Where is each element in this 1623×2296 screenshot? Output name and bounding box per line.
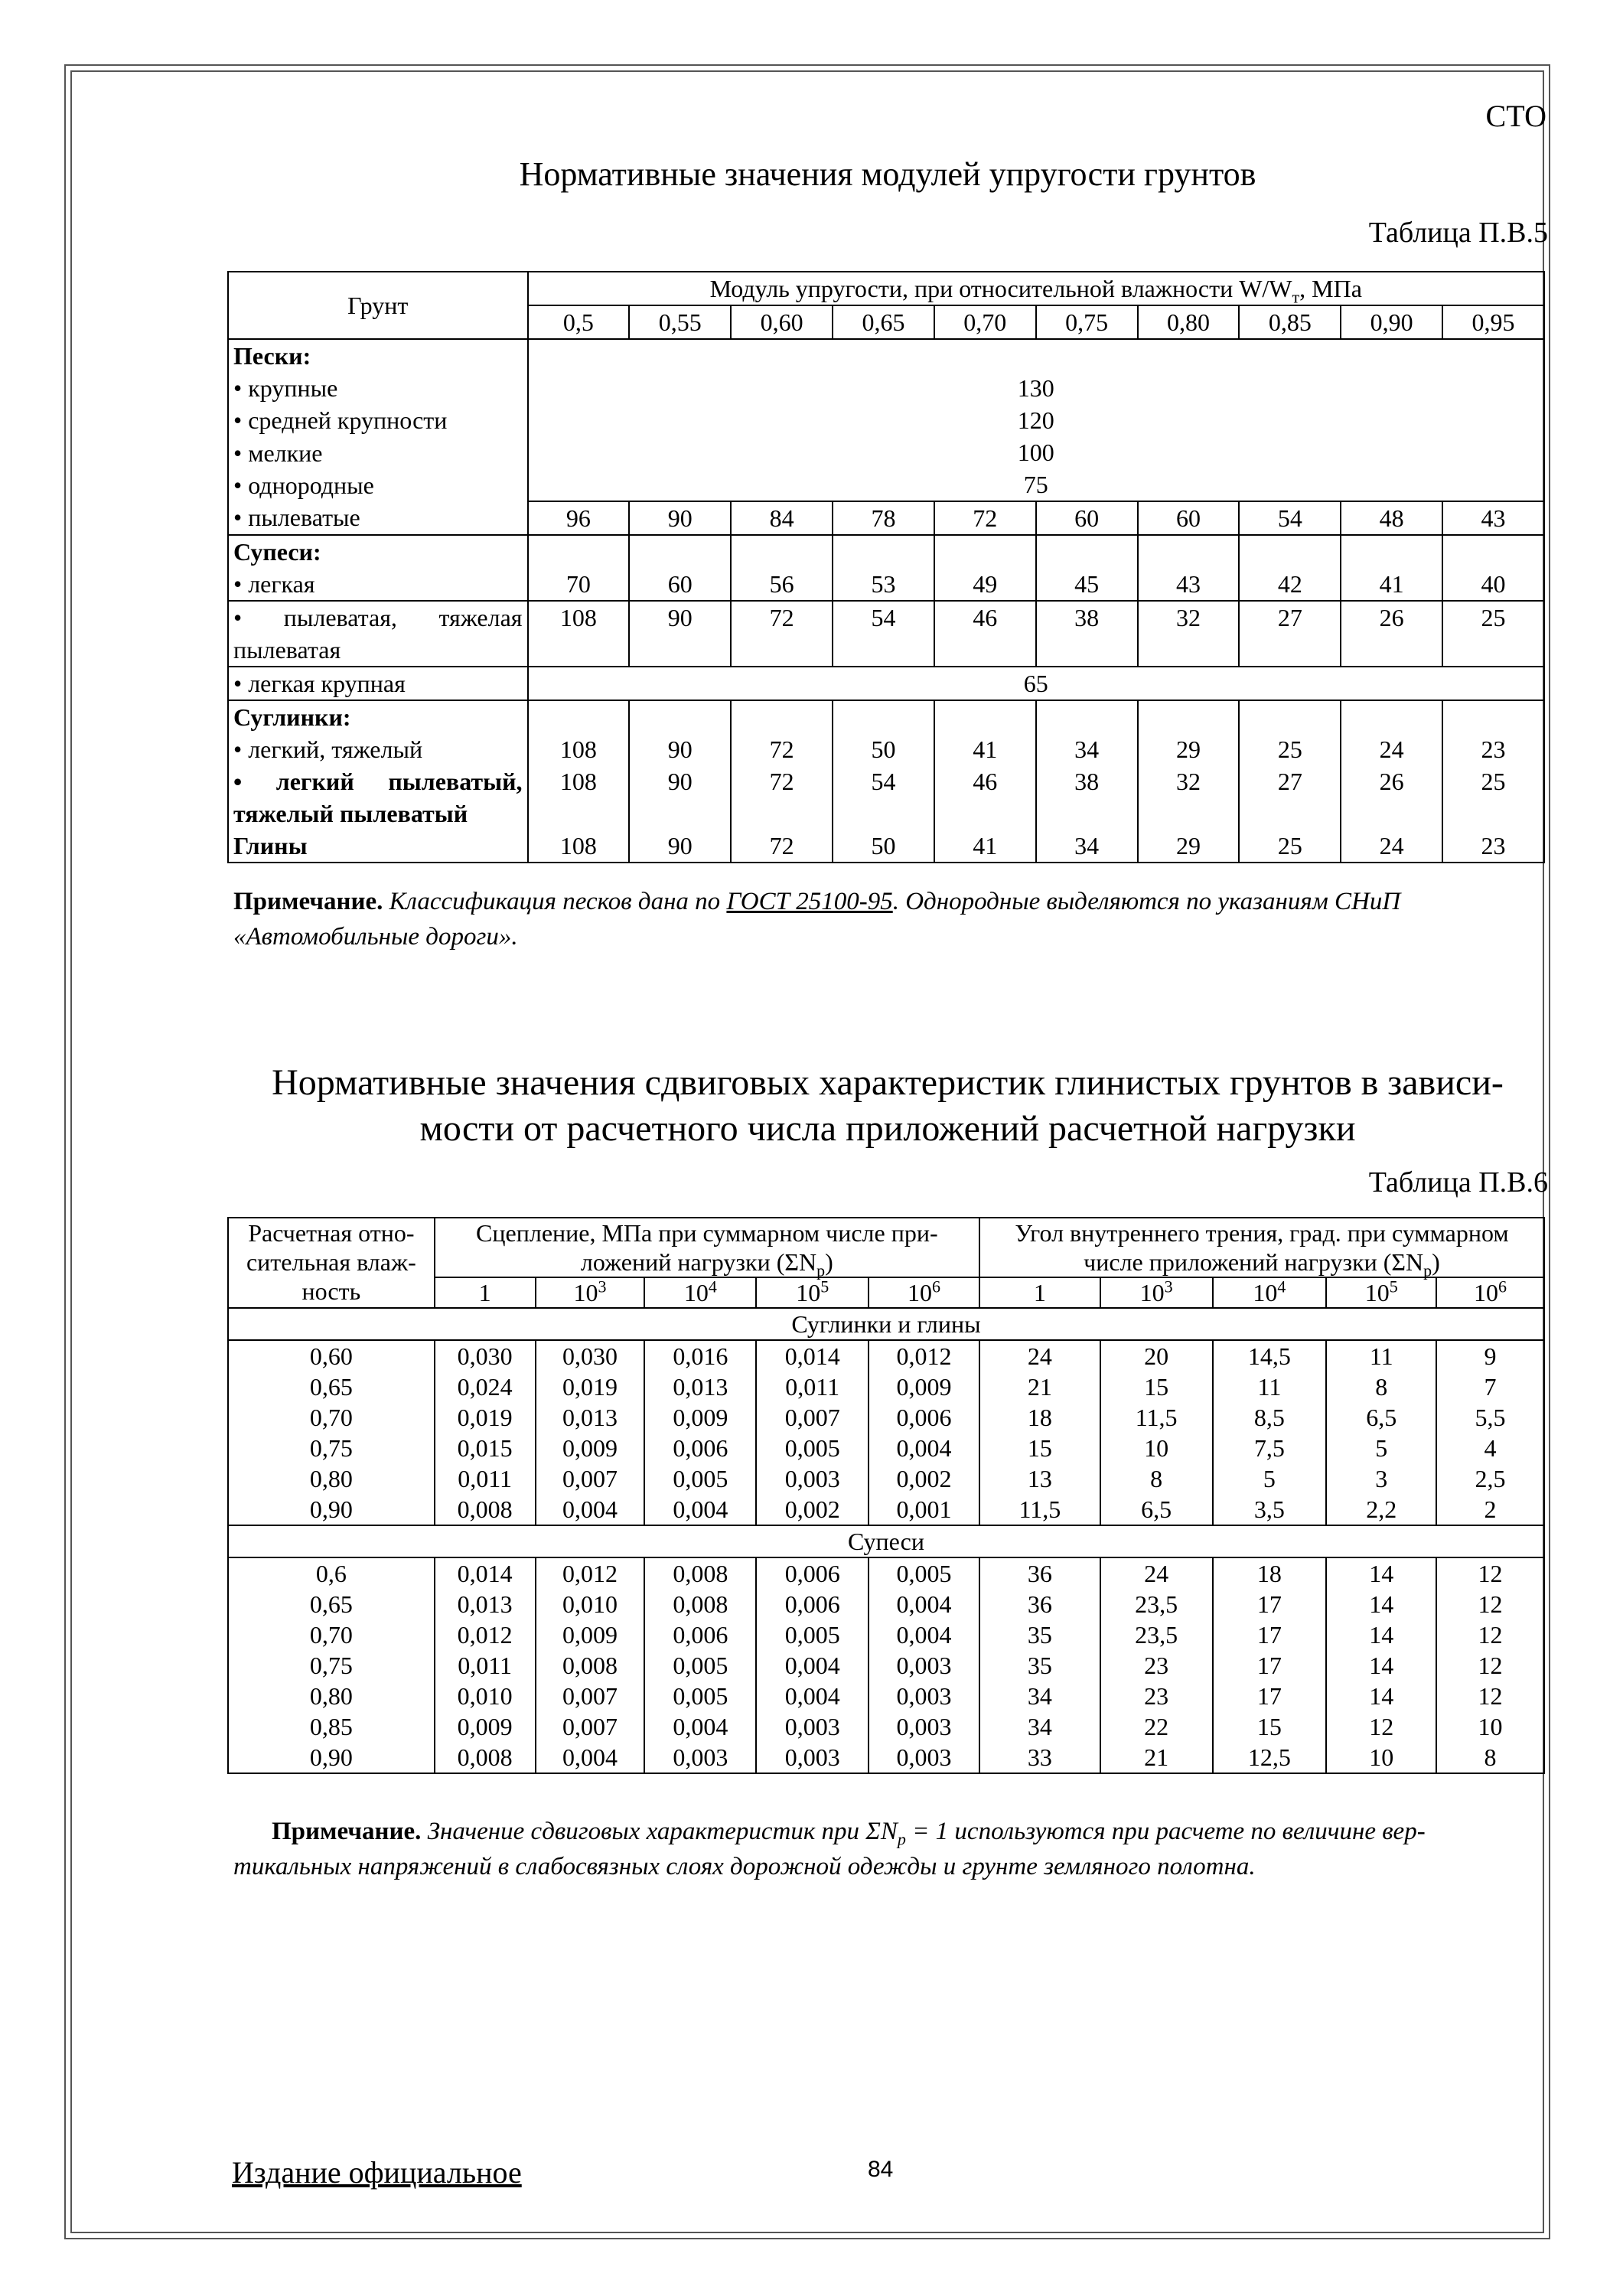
value-cell: 27 [1239, 765, 1341, 830]
value-cell: 27 [1239, 601, 1341, 667]
value-cell: 0,004 [756, 1681, 869, 1711]
value-cell: 40 [1442, 568, 1544, 601]
value-cell: 90 [629, 601, 731, 667]
col-angle-header: Угол внутреннего трения, град. при суммарном числе приложений нагрузки $(\Sigma N_р)$ [979, 1218, 1544, 1277]
n-header: $10^3$ [1100, 1277, 1213, 1308]
value-cell: 41 [1341, 568, 1442, 601]
value-cell: 0,007 [536, 1463, 645, 1494]
value-cell: 23 [1100, 1650, 1213, 1681]
value-cell: 53 [833, 568, 934, 601]
value-cell: 26 [1341, 765, 1442, 830]
moisture-cell: 0,70 [228, 1402, 435, 1433]
table2-title: Нормативные значения сдвиговых характеристик глинистых грунтов в зависи- мости от расчетного числа приложений расчетной нагрузки [272, 1062, 1504, 1149]
value-cell: 0,005 [644, 1681, 756, 1711]
table2-label: Таблица П.В.6 [1368, 1166, 1548, 1199]
table-row [228, 1589, 1544, 1619]
value-cell: 23,5 [1100, 1589, 1213, 1619]
value-cell: 0,013 [435, 1589, 536, 1619]
value-cell: 10 [1436, 1711, 1544, 1742]
value-cell: 12 [1436, 1619, 1544, 1650]
value-cell: 21 [979, 1371, 1100, 1402]
value-cell: 60 [1138, 501, 1240, 535]
value-cell: 0,009 [869, 1371, 979, 1402]
n-header: $10^6$ [869, 1277, 979, 1308]
value-cell: 8,5 [1213, 1402, 1327, 1433]
shear-characteristics-table [227, 1217, 1545, 1774]
n-header: 1 [979, 1277, 1100, 1308]
value-cell: 3,5 [1213, 1494, 1327, 1525]
value-cell: 0,009 [536, 1433, 645, 1463]
value-cell: 56 [731, 568, 833, 601]
col-soil-header: Грунт [228, 272, 528, 339]
value-cell: 38 [1036, 601, 1138, 667]
value-cell: 15 [979, 1433, 1100, 1463]
value-cell: 72 [731, 830, 833, 863]
value-cell: 0,007 [536, 1681, 645, 1711]
value-cell: 0,003 [869, 1742, 979, 1773]
value-cell: 14,5 [1213, 1340, 1327, 1371]
value-cell: 24 [1341, 733, 1442, 765]
edition-label: Издание официальное [232, 2155, 522, 2190]
value-cell: 0,007 [756, 1402, 869, 1433]
value-cell: 0,007 [536, 1711, 645, 1742]
value-cell: 23 [1442, 830, 1544, 863]
table-row [228, 1402, 1544, 1433]
value-cell: 42 [1239, 568, 1341, 601]
value-cell: 21 [1100, 1742, 1213, 1773]
row-label: • пылеватые [228, 501, 528, 535]
moisture-cell: 0,75 [228, 1433, 435, 1463]
value-cell: 34 [979, 1681, 1100, 1711]
value-cell: 60 [629, 568, 731, 601]
value-cell: 46 [934, 765, 1036, 830]
value-cell: 0,019 [435, 1402, 536, 1433]
moisture-cell: 0,90 [228, 1742, 435, 1773]
value-cell: 12,5 [1213, 1742, 1327, 1773]
value-cell: 29 [1138, 830, 1240, 863]
value-cell: 0,008 [435, 1494, 536, 1525]
value-cell: 13 [979, 1463, 1100, 1494]
value-cell: 24 [979, 1340, 1100, 1371]
value-cell: 0,003 [644, 1742, 756, 1773]
value-cell: 15 [1213, 1711, 1327, 1742]
value-cell: 54 [1239, 501, 1341, 535]
document-code: СТО [1485, 99, 1546, 133]
moisture-cell: 0,65 [228, 1371, 435, 1402]
value-cell: 11,5 [979, 1494, 1100, 1525]
value-cell: 0,008 [536, 1650, 645, 1681]
value-cell: 0,002 [756, 1494, 869, 1525]
value-cell: 26 [1341, 601, 1442, 667]
row-label: • легкая [228, 568, 528, 601]
value-cell: 18 [1213, 1557, 1327, 1589]
value-cell: 0,009 [644, 1402, 756, 1433]
value-cell: 32 [1138, 601, 1240, 667]
value-cell: 75 [1023, 471, 1048, 498]
row-label: • однородные [228, 469, 528, 501]
value-cell: 43 [1442, 501, 1544, 535]
value-cell: 0,009 [536, 1619, 645, 1650]
value-cell: 70 [528, 568, 630, 601]
table-row [228, 1681, 1544, 1711]
col-cohesion-header: Сцепление, МПа при суммарном числе при- ложений нагрузки $(\Sigma N_р)$ [435, 1218, 979, 1277]
value-cell: 36 [979, 1589, 1100, 1619]
moisture-cell: 0,85 [228, 1711, 435, 1742]
value-cell: 0,014 [435, 1557, 536, 1589]
n-header: $10^5$ [1326, 1277, 1436, 1308]
value-cell: 17 [1213, 1589, 1327, 1619]
n-header: 1 [435, 1277, 536, 1308]
value-cell: 34 [979, 1711, 1100, 1742]
value-cell: 54 [833, 601, 934, 667]
value-cell: 7 [1436, 1371, 1544, 1402]
value-cell: 0,016 [644, 1340, 756, 1371]
value-cell: 0,019 [536, 1371, 645, 1402]
value-cell: 15 [1100, 1371, 1213, 1402]
table-row [228, 1463, 1544, 1494]
value-cell: 0,001 [869, 1494, 979, 1525]
moisture-header: 0,85 [1239, 305, 1341, 339]
value-cell: 17 [1213, 1681, 1327, 1711]
value-cell: 34 [1036, 830, 1138, 863]
value-cell: 14 [1326, 1681, 1436, 1711]
value-cell: 2,2 [1326, 1494, 1436, 1525]
value-cell: 0,012 [869, 1340, 979, 1371]
value-cell: 25 [1239, 733, 1341, 765]
value-cell: 24 [1100, 1557, 1213, 1589]
value-cell: 0,030 [435, 1340, 536, 1371]
value-cell: 0,005 [869, 1557, 979, 1589]
moisture-cell: 0,70 [228, 1619, 435, 1650]
value-cell: 0,011 [756, 1371, 869, 1402]
value-cell: 18 [979, 1402, 1100, 1433]
value-cell: 0,004 [756, 1650, 869, 1681]
value-cell: 3 [1326, 1463, 1436, 1494]
value-cell: 0,006 [869, 1402, 979, 1433]
value-cell: 34 [1036, 733, 1138, 765]
value-cell: 96 [528, 501, 630, 535]
value-cell: 0,004 [644, 1711, 756, 1742]
row-label-loam-silty: • легкий пылеватый, тяжелый пылеватый [228, 765, 528, 830]
value-cell: 35 [979, 1619, 1100, 1650]
value-cell: 0,008 [435, 1742, 536, 1773]
value-cell: 5 [1213, 1463, 1327, 1494]
value-cell: 72 [731, 765, 833, 830]
value-cell: 14 [1326, 1619, 1436, 1650]
value-cell: 43 [1138, 568, 1240, 601]
value-cell: 0,013 [536, 1402, 645, 1433]
value-cell: 0,010 [536, 1589, 645, 1619]
value-cell: 41 [934, 733, 1036, 765]
value-cell: 0,004 [536, 1742, 645, 1773]
value-cell: 46 [934, 601, 1036, 667]
row-label: • мелкие [228, 437, 528, 469]
table1-note: Примечание. Классификация песков дана по ГОСТ 25100-95. Однородные выделяются по указаниям СНиП «Автомобильные дороги». [233, 888, 1401, 951]
value-cell: 8 [1100, 1463, 1213, 1494]
value-cell: 14 [1326, 1650, 1436, 1681]
value-cell: 0,003 [869, 1681, 979, 1711]
value-cell: 2 [1436, 1494, 1544, 1525]
moisture-header: 0,60 [731, 305, 833, 339]
value-cell: 0,006 [644, 1619, 756, 1650]
value-cell: 0,003 [756, 1463, 869, 1494]
value-cell: 130 [1017, 374, 1054, 402]
value-cell: 0,006 [756, 1589, 869, 1619]
value-cell: 45 [1036, 568, 1138, 601]
n-header: $10^5$ [756, 1277, 869, 1308]
value-cell: 25 [1239, 830, 1341, 863]
table-row [228, 1371, 1544, 1402]
moisture-cell: 0,80 [228, 1463, 435, 1494]
value-cell: 0,002 [869, 1463, 979, 1494]
value-cell: 0,005 [756, 1619, 869, 1650]
value-cell: 108 [528, 601, 630, 667]
value-cell: 11 [1326, 1340, 1436, 1371]
value-cell: 7,5 [1213, 1433, 1327, 1463]
value-cell: 0,011 [435, 1463, 536, 1494]
value-cell: 49 [934, 568, 1036, 601]
value-cell: 0,030 [536, 1340, 645, 1371]
value-cell: 20 [1100, 1340, 1213, 1371]
moisture-header: 0,70 [934, 305, 1036, 339]
value-cell: 72 [731, 733, 833, 765]
table1-title: Нормативные значения модулей упругости грунтов [519, 155, 1256, 193]
moisture-header: 0,75 [1036, 305, 1138, 339]
value-cell: 90 [629, 765, 731, 830]
value-cell: 12 [1326, 1711, 1436, 1742]
value-cell: 10 [1326, 1742, 1436, 1773]
moisture-cell: 0,60 [228, 1340, 435, 1371]
group-loam: Суглинки: [228, 700, 528, 733]
value-cell: 23 [1100, 1681, 1213, 1711]
moisture-header: 0,95 [1442, 305, 1544, 339]
table-row [228, 1433, 1544, 1463]
value-cell: 14 [1326, 1557, 1436, 1589]
section-header: Супеси [228, 1525, 1544, 1557]
value-cell: 0,006 [644, 1433, 756, 1463]
value-cell: 72 [731, 601, 833, 667]
value-cell: 48 [1341, 501, 1442, 535]
value-cell: 29 [1138, 733, 1240, 765]
group-sands: Пески: [228, 339, 528, 372]
moisture-cell: 0,80 [228, 1681, 435, 1711]
value-cell: 0,003 [869, 1711, 979, 1742]
value-cell: 12 [1436, 1557, 1544, 1589]
value-cell: 10 [1100, 1433, 1213, 1463]
value-cell: 0,003 [869, 1650, 979, 1681]
value-cell: 0,004 [869, 1433, 979, 1463]
value-cell: 65 [528, 667, 1544, 700]
value-cell: 0,011 [435, 1650, 536, 1681]
table-row [228, 1711, 1544, 1742]
value-cell: 8 [1326, 1371, 1436, 1402]
value-cell: 0,014 [756, 1340, 869, 1371]
value-cell: 12 [1436, 1681, 1544, 1711]
value-cell: 0,012 [435, 1619, 536, 1650]
value-cell: 41 [934, 830, 1036, 863]
value-cell: 0,015 [435, 1433, 536, 1463]
value-cell: 24 [1341, 830, 1442, 863]
value-cell: 120 [1017, 406, 1054, 434]
value-cell: 35 [979, 1650, 1100, 1681]
value-cell: 8 [1436, 1742, 1544, 1773]
value-cell: 36 [979, 1557, 1100, 1589]
value-cell: 0,013 [644, 1371, 756, 1402]
n-header: $10^3$ [536, 1277, 645, 1308]
table2-note: Примечание. Значение сдвиговых характеристик при $\Sigma N_р = 1$ используются при расчете по величине вер-тикальных напряжений в слабосвязных слоях дорожной одежды и грунте земляного полотна. [233, 1818, 1426, 1880]
value-cell: 50 [833, 830, 934, 863]
n-header: $10^4$ [1213, 1277, 1327, 1308]
value-cell: 25 [1442, 601, 1544, 667]
value-cell: 12 [1436, 1650, 1544, 1681]
table1-label: Таблица П.В.5 [1368, 217, 1548, 249]
value-cell: 0,004 [869, 1619, 979, 1650]
value-cell: 11,5 [1100, 1402, 1213, 1433]
value-cell: 23 [1442, 733, 1544, 765]
gost-link[interactable]: ГОСТ 25100-95 [726, 888, 893, 915]
moisture-header: 0,5 [528, 305, 630, 339]
moisture-header: 0,55 [629, 305, 731, 339]
value-cell: 0,005 [644, 1650, 756, 1681]
moisture-cell: 0,6 [228, 1557, 435, 1589]
table-row [228, 1340, 1544, 1371]
moisture-header: 0,90 [1341, 305, 1442, 339]
value-cell: 108 [528, 830, 630, 863]
row-label-silty-heavy: • пылеватая, тяжелая пылеватая [228, 601, 528, 667]
value-cell: 0,008 [644, 1557, 756, 1589]
value-cell: 0,004 [536, 1494, 645, 1525]
value-cell: 0,024 [435, 1371, 536, 1402]
value-cell: 5,5 [1436, 1402, 1544, 1433]
value-cell: 38 [1036, 765, 1138, 830]
value-cell: 60 [1036, 501, 1138, 535]
value-cell: 90 [629, 733, 731, 765]
value-cell: 17 [1213, 1619, 1327, 1650]
value-cell: 2,5 [1436, 1463, 1544, 1494]
row-label: • средней крупности [228, 404, 528, 436]
group-sandy-loam: Супеси: [228, 535, 528, 568]
value-cell: 6,5 [1100, 1494, 1213, 1525]
moisture-header: 0,65 [833, 305, 934, 339]
col-modulus-header: Модуль упругости, при относительной влажности $W/W_т$, МПа [528, 272, 1544, 305]
n-header: $10^4$ [644, 1277, 756, 1308]
table-row [228, 1742, 1544, 1773]
table-row [228, 1557, 1544, 1589]
moisture-cell: 0,65 [228, 1589, 435, 1619]
value-cell: 11 [1213, 1371, 1327, 1402]
n-header: $10^6$ [1436, 1277, 1544, 1308]
value-cell: 12 [1436, 1589, 1544, 1619]
value-cell: 6,5 [1326, 1402, 1436, 1433]
value-cell: 5 [1326, 1433, 1436, 1463]
table-row [228, 1494, 1544, 1525]
value-cell: 0,012 [536, 1557, 645, 1589]
value-cell: 4 [1436, 1433, 1544, 1463]
value-cell: 22 [1100, 1711, 1213, 1742]
col-moisture-header: Расчетная отно- сительная влаж- ность [228, 1218, 435, 1308]
moisture-cell: 0,75 [228, 1650, 435, 1681]
table-row [228, 1650, 1544, 1681]
row-label: • крупные [228, 372, 528, 404]
moisture-cell: 0,90 [228, 1494, 435, 1525]
page-number: 84 [868, 2157, 894, 2182]
value-cell: 0,003 [756, 1711, 869, 1742]
value-cell: 84 [731, 501, 833, 535]
value-cell: 0,005 [756, 1433, 869, 1463]
table-row [228, 1619, 1544, 1650]
value-cell: 50 [833, 733, 934, 765]
value-cell: 90 [629, 501, 731, 535]
row-label: • легкий, тяжелый [228, 733, 528, 765]
moisture-header: 0,80 [1138, 305, 1240, 339]
value-cell: 0,005 [644, 1463, 756, 1494]
value-cell: 108 [528, 733, 630, 765]
value-cell: 17 [1213, 1650, 1327, 1681]
value-cell: 108 [528, 765, 630, 830]
elastic-modulus-table [227, 271, 1545, 863]
section-header: Суглинки и глины [228, 1308, 1544, 1340]
value-cell: 33 [979, 1742, 1100, 1773]
value-cell: 90 [629, 830, 731, 863]
value-cell: 54 [833, 765, 934, 830]
value-cell: 0,003 [756, 1742, 869, 1773]
value-cell: 9 [1436, 1340, 1544, 1371]
value-cell: 0,010 [435, 1681, 536, 1711]
value-cell: 78 [833, 501, 934, 535]
sands-values [528, 339, 1544, 501]
value-cell: 14 [1326, 1589, 1436, 1619]
value-cell: 0,009 [435, 1711, 536, 1742]
value-cell: 0,004 [869, 1589, 979, 1619]
value-cell: 32 [1138, 765, 1240, 830]
value-cell: 72 [934, 501, 1036, 535]
value-cell: 100 [1017, 439, 1054, 466]
value-cell: 23,5 [1100, 1619, 1213, 1650]
value-cell: 0,004 [644, 1494, 756, 1525]
row-label-clays: Глины [228, 830, 528, 863]
value-cell: 25 [1442, 765, 1544, 830]
value-cell: 0,006 [756, 1557, 869, 1589]
row-label: • легкая крупная [228, 667, 528, 700]
value-cell: 0,008 [644, 1589, 756, 1619]
